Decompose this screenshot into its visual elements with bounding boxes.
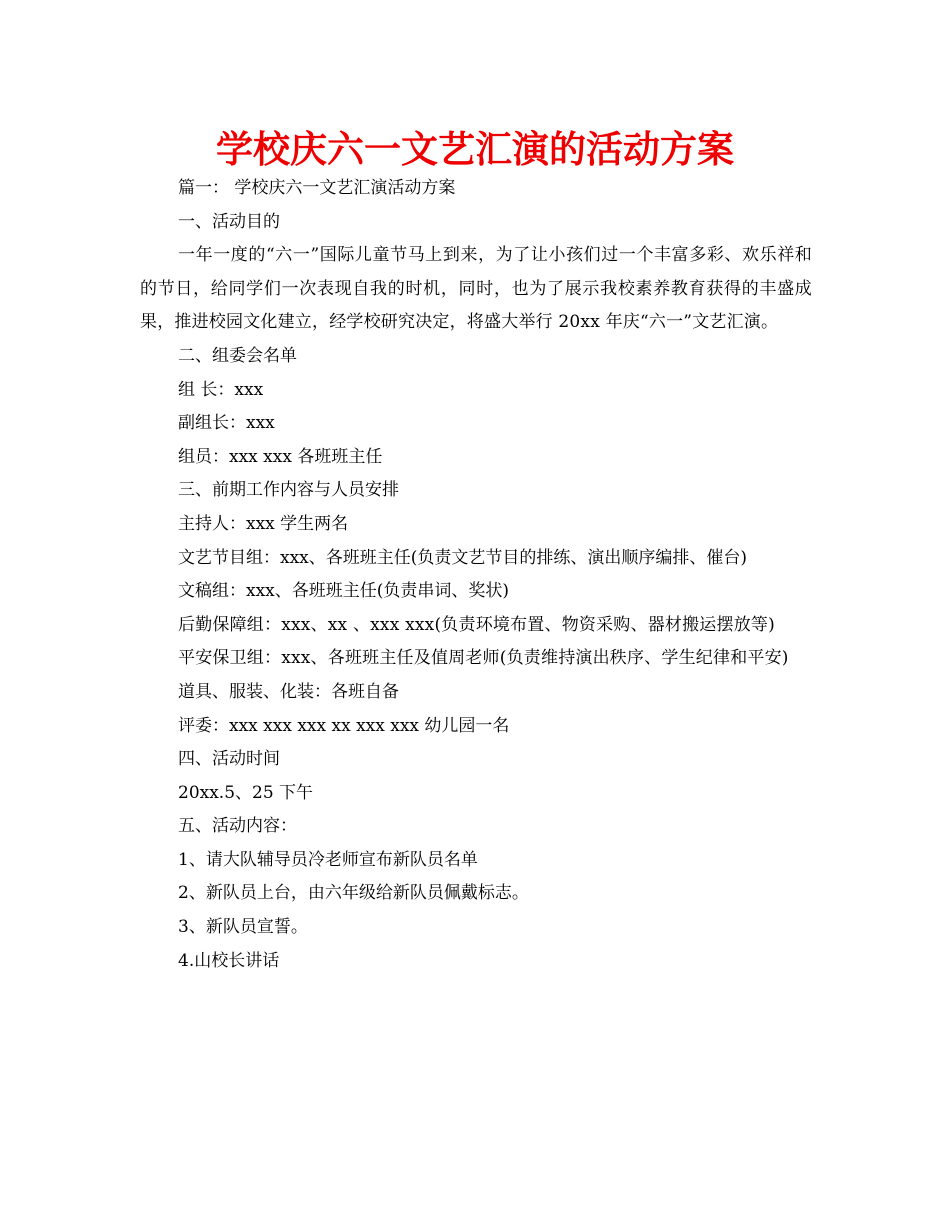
committee-deputy: 副组长：xxx bbox=[178, 413, 275, 434]
section-heading-content: 五、活动内容： bbox=[178, 816, 297, 837]
program-group-line: 文艺节目组：xxx、各班班主任(负责文艺节目的排练、演出顺序编排、催台) bbox=[178, 547, 748, 568]
section-heading-preparation: 三、前期工作内容与人员安排 bbox=[178, 480, 399, 501]
committee-members: 组员：xxx xxx 各班班主任 bbox=[178, 446, 383, 467]
section-heading-part-one: 篇一： 学校庆六一文艺汇演活动方案 bbox=[178, 178, 456, 198]
event-time: 20xx.5、25 下午 bbox=[178, 782, 314, 803]
security-group-line: 平安保卫组：xxx、各班班主任及值周老师(负责维持演出秩序、学生纪律和平安) bbox=[178, 648, 789, 669]
committee-leader: 组 长：xxx bbox=[178, 379, 264, 400]
section-heading-purpose: 一、活动目的 bbox=[178, 211, 280, 232]
content-item-2: 2、新队员上台，由六年级给新队员佩戴标志。 bbox=[178, 883, 529, 904]
section-heading-committee: 二、组委会名单 bbox=[178, 345, 297, 366]
content-item-4: 4.山校长讲话 bbox=[178, 950, 280, 971]
document-title: 学校庆六一文艺汇演的活动方案 bbox=[216, 128, 734, 171]
judges-line: 评委：xxx xxx xxx xx xxx xxx 幼儿园一名 bbox=[178, 715, 510, 736]
document-body bbox=[140, 172, 812, 978]
script-group-line: 文稿组：xxx、各班班主任(负责串词、奖状) bbox=[178, 581, 510, 602]
paragraph-purpose: 一年一度的“六一”国际儿童节马上到来，为了让小孩们过一个丰富多彩、欢乐祥和的节日，给同学们一次表现自我的时机，同时，也为了展示我校素养教育获得的丰盛成果，推进校园文化建立，经学校研究决定，将盛大举行 20xx 年庆“六一”文艺汇演。 bbox=[140, 245, 812, 333]
content-item-3: 3、新队员宣誓。 bbox=[178, 917, 308, 938]
section-heading-time: 四、活动时间 bbox=[178, 749, 280, 770]
props-line: 道具、服装、化装：各班自备 bbox=[178, 681, 399, 702]
host-line: 主持人：xxx 学生两名 bbox=[178, 513, 349, 534]
content-item-1: 1、请大队辅导员冷老师宣布新队员名单 bbox=[178, 849, 478, 870]
logistics-group-line: 后勤保障组：xxx、xx 、xxx xxx(负责环境布置、物资采购、器材搬运摆放等) bbox=[178, 614, 775, 635]
